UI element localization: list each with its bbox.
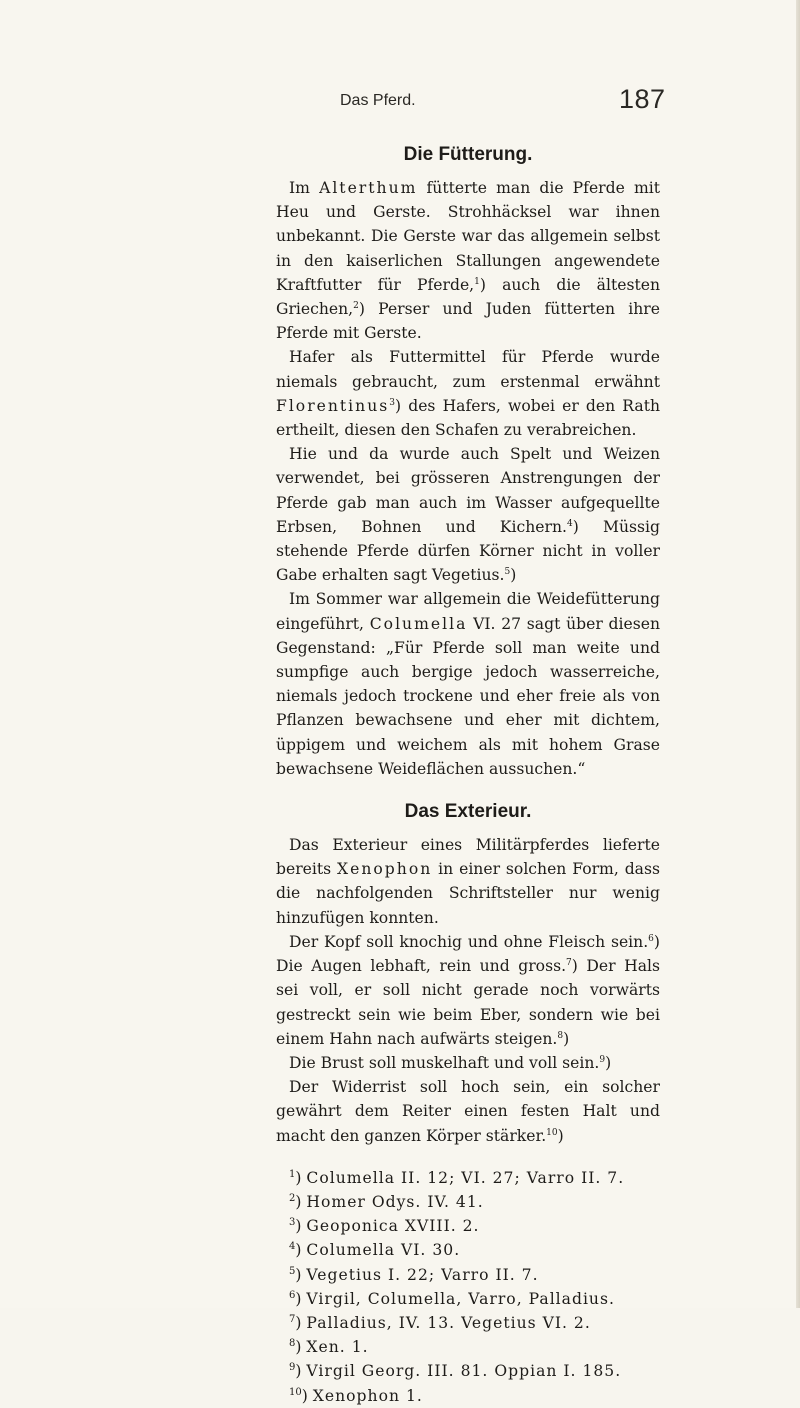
paragraph bbox=[276, 587, 660, 781]
text-run: Im bbox=[289, 179, 320, 197]
text-run: ) Die Augen lebhaft, rein und gross. bbox=[276, 932, 660, 976]
footnote-number: 10 bbox=[289, 1386, 302, 1398]
text-run: fütterte man die Pferde mit Heu und Gerste. Strohhäcksel war ihnen unbekannt. Die Gerste war das allgemein selbst in den kaiserlichen Stallungen angewendete Kraftfutter für Pferde, bbox=[276, 179, 660, 294]
footnote-text: Palladius, IV. 13. Vegetius VI. 2. bbox=[306, 1313, 591, 1332]
footnote-ref: 8 bbox=[557, 1030, 564, 1041]
footnote-ref: 1 bbox=[474, 276, 480, 287]
footnote-number: 1 bbox=[289, 1168, 296, 1180]
paragraph bbox=[276, 833, 660, 930]
spaced-name: Columella bbox=[369, 614, 468, 633]
page-edge bbox=[796, 0, 800, 1308]
footnote: $^2$) Homer Odys. IV. 41. bbox=[289, 1192, 484, 1211]
text-run: ) bbox=[563, 1029, 570, 1048]
footnote-number: 9 bbox=[289, 1362, 296, 1374]
footnotes bbox=[276, 1166, 660, 1408]
footnote-text: Xen. 1. bbox=[306, 1338, 369, 1357]
text-run: ) Müssig stehende Pferde dürfen Körner nicht in voller Gabe erhalten sagt Vegetius. bbox=[276, 517, 660, 585]
footnote-text: Virgil Georg. III. 81. Oppian I. 185. bbox=[306, 1362, 622, 1381]
paragraph bbox=[276, 442, 660, 587]
footnote: $^8$) Xen. 1. bbox=[289, 1337, 369, 1357]
paragraph bbox=[276, 930, 660, 1051]
footnote-text: Virgil, Columella, Varro, Palladius. bbox=[306, 1289, 615, 1308]
footnote: $^5$) Vegetius I. 22; Varro II. 7. bbox=[289, 1265, 539, 1284]
text-run: ) bbox=[557, 1126, 564, 1145]
text-run: Hafer als Futtermittel für Pferde wurde niemals gebraucht, zum erstenmal erwähnt bbox=[276, 348, 660, 391]
text-run: Hie und da wurde auch Spelt und Weizen verwendet, bei grösseren Anstrengungen der Pferde gab man auch im Wasser aufgequellte Erbsen, Bohnen und Kichern. bbox=[276, 445, 660, 536]
text-run: Das Exterieur eines Militärpferdes lieferte bereits bbox=[276, 836, 660, 879]
footnote-ref: 4 bbox=[567, 518, 573, 529]
paragraph bbox=[276, 1051, 660, 1075]
footnote-text: Columella VI. 30. bbox=[306, 1241, 461, 1260]
footnote-text: Geoponica XVIII. 2. bbox=[306, 1217, 480, 1236]
running-head: Das Pferd. bbox=[340, 92, 416, 109]
footnote: $^3$) Geoponica XVIII. 2. bbox=[289, 1216, 480, 1236]
text-run: Der Widerrist soll hoch sein, ein solcher gewährt dem Reiter einen festen Halt und macht den ganzen Körper stärker. bbox=[276, 1078, 660, 1145]
text-run: in einer solchen Form, dass die nachfolgenden Schriftsteller nur wenig hinzufügen konnten. bbox=[276, 860, 660, 927]
footnote-number: 5 bbox=[289, 1265, 296, 1277]
footnote-ref: 6 bbox=[648, 933, 654, 944]
footnote: $^1$) Columella II. 12; VI. 27; Varro II. 7. bbox=[289, 1168, 625, 1187]
paragraph bbox=[276, 1075, 660, 1148]
section-body-exterieur bbox=[276, 833, 660, 1148]
text-run: Im Sommer war allgemein die Weidefütterung eingeführt, bbox=[276, 590, 660, 633]
text-column bbox=[276, 134, 660, 1408]
spaced-name: Alterthum bbox=[319, 179, 418, 197]
text-run: ) Der Hals sei voll, er soll nicht gerade noch vorwärts gestreckt sein wie beim Eber, sondern wie bei einem Hahn nach aufwärts steigen. bbox=[276, 957, 660, 1048]
text-run: VI. 27 sagt über diesen Gegenstand: „Für Pferde soll man weite und sumpfige auch bergige jedoch wasserreiche, niemals jedoch trockene und eher freie als von Pflanzen bewachsene und eher mit dichtem, üppigem und weichem als mit hohem Grase bewachsene Weideflächen aussuchen.“ bbox=[276, 614, 661, 778]
text-run: ) auch die ältesten Griechen, bbox=[276, 275, 661, 319]
section-heading-fuetterung: Die Fütterung. bbox=[403, 144, 533, 165]
footnote-number: 8 bbox=[289, 1337, 296, 1349]
footnote-text: Columella II. 12; VI. 27; Varro II. 7. bbox=[306, 1168, 625, 1187]
footnote-text: Vegetius I. 22; Varro II. 7. bbox=[306, 1265, 539, 1284]
footnote-ref: 2 bbox=[353, 300, 359, 311]
footnote-ref: 3 bbox=[389, 397, 395, 408]
footnote-number: 3 bbox=[289, 1216, 296, 1228]
section-heading-exterieur: Das Exterieur. bbox=[404, 801, 532, 823]
spaced-name: Xenophon bbox=[337, 860, 433, 879]
footnote-ref: 10 bbox=[546, 1127, 558, 1138]
text-run: Der Kopf soll knochig und ohne Fleisch sein. bbox=[289, 932, 649, 951]
paragraph bbox=[276, 176, 660, 345]
footnote-number: 6 bbox=[289, 1289, 296, 1301]
text-run: ) bbox=[605, 1053, 612, 1072]
footnote-text: Xenophon 1. bbox=[312, 1386, 423, 1405]
footnote: $^6$) Virgil, Columella, Varro, Palladius. bbox=[289, 1289, 615, 1308]
text-run: ) Perser und Juden fütterten ihre Pferde mit Gerste. bbox=[276, 300, 660, 343]
footnote: $^4$) Columella VI. 30. bbox=[289, 1241, 461, 1260]
page-number: 187 bbox=[619, 84, 666, 114]
footnote-text: Homer Odys. IV. 41. bbox=[306, 1192, 484, 1211]
footnote-number: 7 bbox=[289, 1313, 296, 1325]
footnote-number: 4 bbox=[289, 1241, 296, 1253]
footnote: $^9$) Virgil Georg. III. 81. Oppian I. 185. bbox=[289, 1362, 622, 1381]
text-run: ) des Hafers, wobei er den Rath ertheilt, diesen den Schafen zu verabreichen. bbox=[276, 396, 660, 440]
footnote-ref: 7 bbox=[566, 957, 572, 968]
footnote: $^7$) Palladius, IV. 13. Vegetius VI. 2. bbox=[289, 1313, 591, 1332]
footnote-number: 2 bbox=[289, 1192, 296, 1204]
section-body-fuetterung bbox=[276, 176, 660, 781]
text-run: ) bbox=[510, 566, 517, 585]
paragraph bbox=[276, 345, 660, 442]
footnote: $^{10}$) Xenophon 1. bbox=[289, 1386, 423, 1405]
spaced-name: Florentinus bbox=[276, 396, 390, 415]
footnote-ref: 5 bbox=[504, 567, 511, 578]
text-run: Die Brust soll muskelhaft und voll sein. bbox=[289, 1053, 600, 1072]
footnote-ref: 9 bbox=[599, 1054, 606, 1065]
